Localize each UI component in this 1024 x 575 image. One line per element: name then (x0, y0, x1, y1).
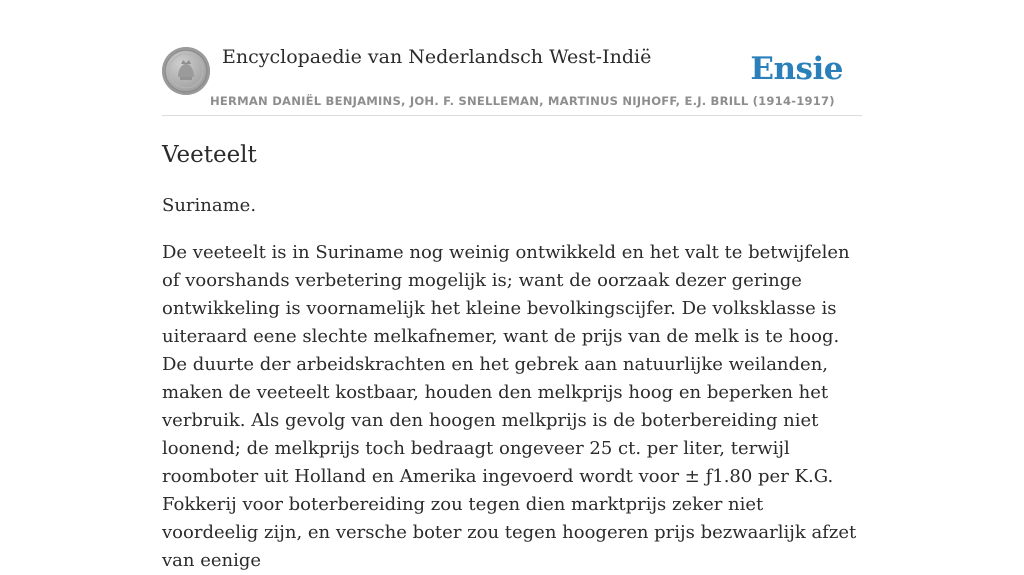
article-title: Veeteelt (162, 142, 257, 168)
site-header (162, 0, 862, 116)
article-subtitle: Suriname. (162, 195, 257, 216)
page (162, 0, 862, 571)
authors-line: HERMAN DANIËL BENJAMINS, JOH. F. SNELLEMAN, MARTINUS NIJHOFF, E.J. BRILL (1914-1917) (210, 94, 835, 108)
coin-seal-icon[interactable] (162, 47, 210, 95)
coin-seal-graphic (162, 47, 210, 95)
brand-logo[interactable]: Ensie (750, 51, 843, 87)
site-title[interactable]: Encyclopaedie van Nederlandsch West-Indië (222, 46, 652, 68)
article-body: De veeteelt is in Suriname nog weinig ontwikkeld en het valt te betwijfelen of voorshands verbetering mogelijk is; want de oorzaak dezer geringe ontwikkeling is voornamelijk het kleine bevolkingscijfer. De volksklasse is uiteraard eene slechte melkafnemer, want de prijs van de melk is te hoog. De duurte der arbeidskrachten en het gebrek aan natuurlijke weilanden, maken de veeteelt kostbaar, houden den melkprijs hoog en beperken het verbruik. Als gevolg van den hoogen melkprijs is de boterbereiding niet loonend; de melkprijs toch bedraagt ongeveer 25 ct. per liter, terwijl roomboter uit Holland en Amerika ingevoerd wordt voor ± ƒ1.80 per K.G. Fokkerij voor boterbereiding zou tegen dien marktprijs zeker niet voordeelig zijn, en versche boter zou tegen hoogeren prijs bezwaarlijk afzet van eenige (162, 242, 857, 571)
